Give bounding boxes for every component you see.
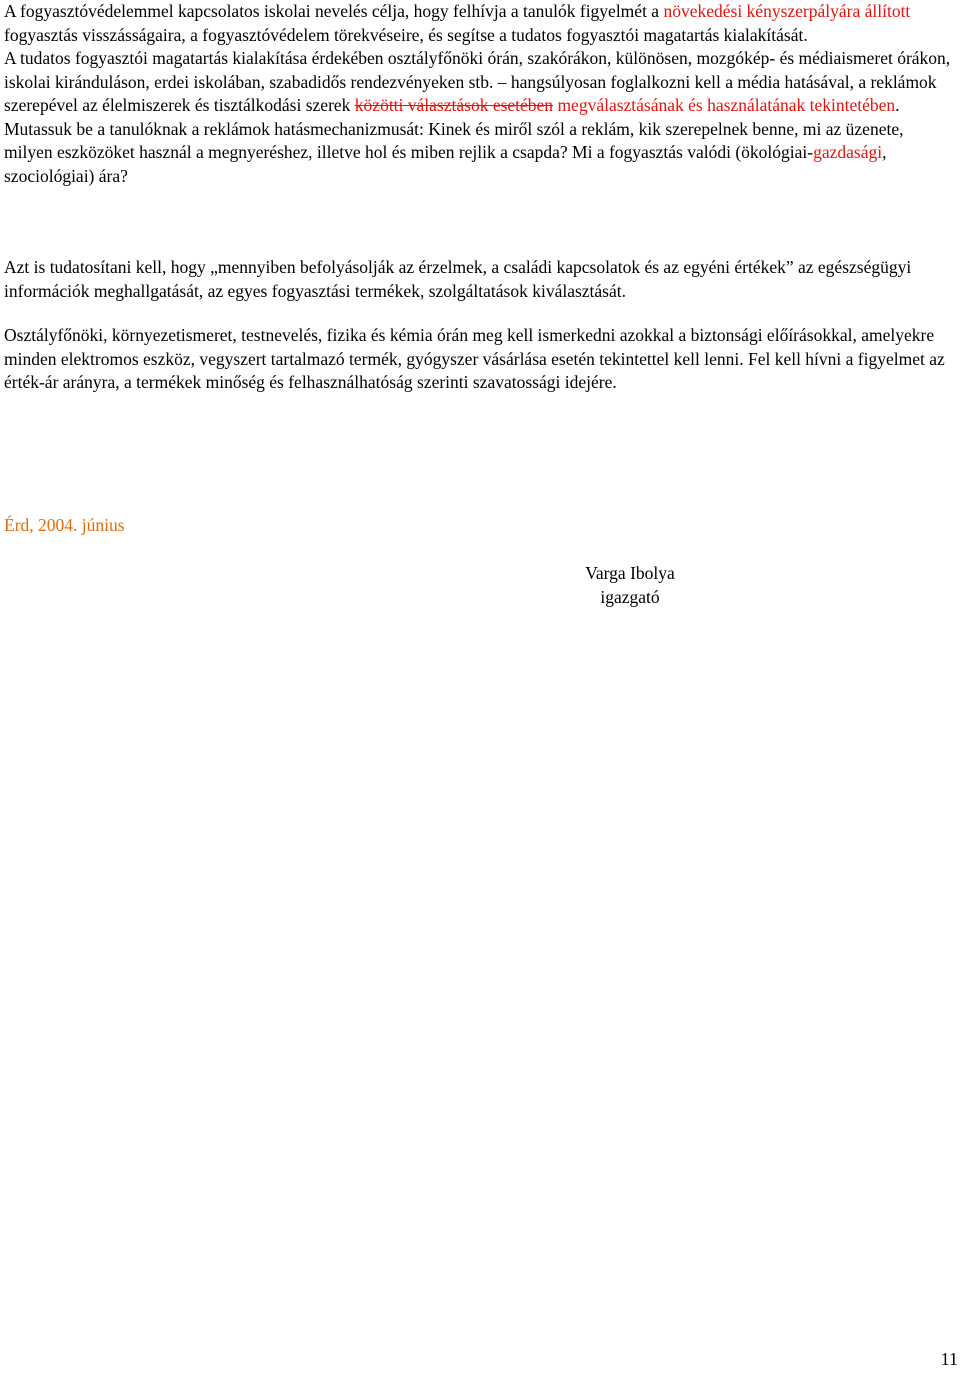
paragraph-advertising: Mutassuk be a tanulóknak a reklámok hatásmechanizmusát: Kinek és miről szól a reklám, kik szerepelnek benne, mi az üzenete, milyen eszközöket használ a megnyeréshez, illetve hol és miben rejlik a csapda? Mi a fogyasztás valódi (ökológiai-gazdasági, szociológiai) ára? — [4, 118, 904, 186]
revised-text: növekedési kényszerpályára állított — [663, 1, 911, 21]
paragraph-emotions: Azt is tudatosítani kell, hogy „mennyiben befolyásolják az érzelmek, a családi kapcsolatok és az egyéni értékek” az egészségügyi információk meghallgatását, az egyes fogyasztási termékek, szolgáltatások kiválasztását. — [4, 257, 912, 301]
signature-name: Varga Ibolya — [585, 563, 675, 583]
signature-block — [560, 562, 700, 609]
paragraph-purpose: A fogyasztóvédelemmel kapcsolatos iskolai nevelés célja, hogy felhívja a tanulók figyelmét a növekedési kényszerpályára állított fogyasztás visszásságaira, a fogyasztóvédelem törekvéseire, és segítse a tudatos fogyasztói magatartás kialakítását. — [4, 1, 911, 45]
paragraph-media: A tudatos fogyasztói magatartás kialakítása érdekében osztályfőnöki órán, szakórákon, különösen, mozgókép- és médiaismeret órákon, iskolai kiránduláson, erdei iskolában, szabadidős rendezvényeken stb. – hangsúlyosan foglalkozni kell a média hatásával, a reklámok szerepével az élelmiszerek és tisztálkodási szerek közötti választások esetében megválasztásának és használatának tekintetében. — [4, 48, 951, 115]
page-number: 11 — [940, 1349, 958, 1369]
signature-title: igazgató — [600, 586, 660, 607]
inserted-text: megválasztásának és használatának tekintetében — [557, 95, 896, 115]
deleted-text: közötti választások esetében — [354, 95, 554, 115]
paragraph-safety: Osztályfőnöki, környezetismeret, testnevelés, fizika és kémia órán meg kell ismerkedni azokkal a biztonsági előírásokkal, amelyekre minden elektromos eszköz, vegyszert tartalmazó termék, gyógyszer vásárlása esetén tekintettel kell lenni. Fel kell hívni a figyelmet az érték-ár arányra, a termékek minőség és felhasználhatóság szerinti szavatossági idejére. — [4, 325, 945, 392]
text-block-main — [4, 0, 956, 188]
inserted-text: gazdasági — [813, 142, 883, 162]
place-date: Érd, 2004. június — [4, 515, 125, 535]
